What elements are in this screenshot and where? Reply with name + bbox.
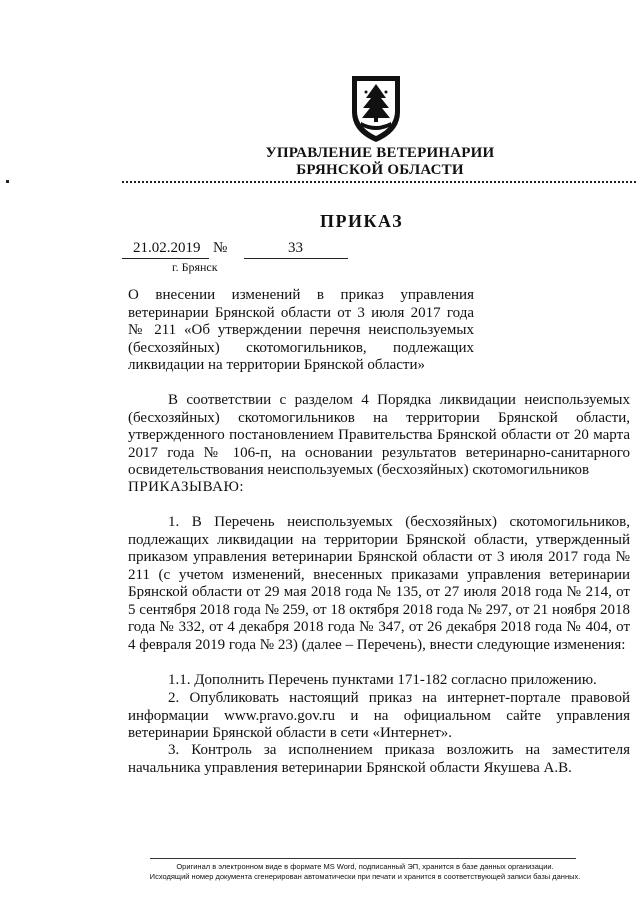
document-city: г. Брянск — [172, 260, 218, 274]
order-item-2: 2. Опубликовать настоящий приказ на интернет-портале правовой информации www.pravo.gov.ru и на официальном сайте управления ветеринарии Брянской области в сети «Интернет». — [128, 690, 630, 741]
document-number: 33 — [288, 240, 303, 256]
document-title: ПРИКАЗ — [320, 211, 404, 231]
org-name-line1: УПРАВЛЕНИЕ ВЕТЕРИНАРИИ — [265, 145, 495, 161]
margin-mark — [6, 180, 9, 183]
coat-of-arms-icon — [348, 72, 404, 144]
footer-note-1: Оригинал в электронном виде в формате MS Word, подписанный ЭП, хранится в базе данных организации. — [176, 862, 554, 871]
number-sign: № — [213, 240, 228, 256]
number-underline — [244, 258, 348, 259]
document-date: 21.02.2019 — [133, 240, 201, 256]
footer-note-2: Исходящий номер документа сгенерирован автоматически при печати и хранится в соответствующей записи базы данных. — [149, 872, 581, 881]
org-name-line2: БРЯНСКОЙ ОБЛАСТИ — [296, 162, 464, 178]
order-item-3: 3. Контроль за исполнением приказа возложить на заместителя начальника управления ветеринарии Брянской области Якушева А.В. — [128, 742, 630, 776]
order-item-1: 1. В Перечень неиспользуемых (бесхозяйных) скотомогильников, подлежащих ликвидации на территории Брянской области, утвержденный приказом управления ветеринарии Брянской области от 3 июля 2017 года № 211 (с учетом изменений, внесенных приказами управления ветеринарии Брянской области от 29 мая 2018 года № 135, от 27 июля 2018 года № 214, от 5 сентября 2018 года № 259, от 18 октября 2018 года № 297, от 21 ноября 2018 года № 332, от 4 декабря 2018 года № 347, от 26 декабря 2018 года № 404, от 4 февраля 2019 года № 23) (далее – Перечень), внести следующие изменения: — [128, 514, 630, 653]
document-subject: О внесении изменений в приказ управления ветеринарии Брянской области от 3 июля 2017 года № 211 «Об утверждении перечня неиспользуемых (бесхозяйных) скотомогильников, подлежащих ликвидации на территории Брянской области» — [128, 287, 474, 373]
order-word: ПРИКАЗЫВАЮ: — [128, 479, 245, 495]
header-divider — [122, 181, 636, 183]
date-underline — [122, 258, 209, 259]
order-item-1-1: 1.1. Дополнить Перечень пунктами 171-182 согласно приложению. — [168, 672, 597, 688]
preamble-paragraph: В соответствии с разделом 4 Порядка ликвидации неиспользуемых (бесхозяйных) скотомогильников на территории Брянской области, утвержденного постановлением Правительства Брянской области от 20 марта 2017 года № 106-п, на основании результатов ветеринарно-санитарного освидетельствования неиспользуемых (бесхозяйных) скотомогильников — [128, 392, 630, 478]
footer-divider — [150, 858, 576, 859]
